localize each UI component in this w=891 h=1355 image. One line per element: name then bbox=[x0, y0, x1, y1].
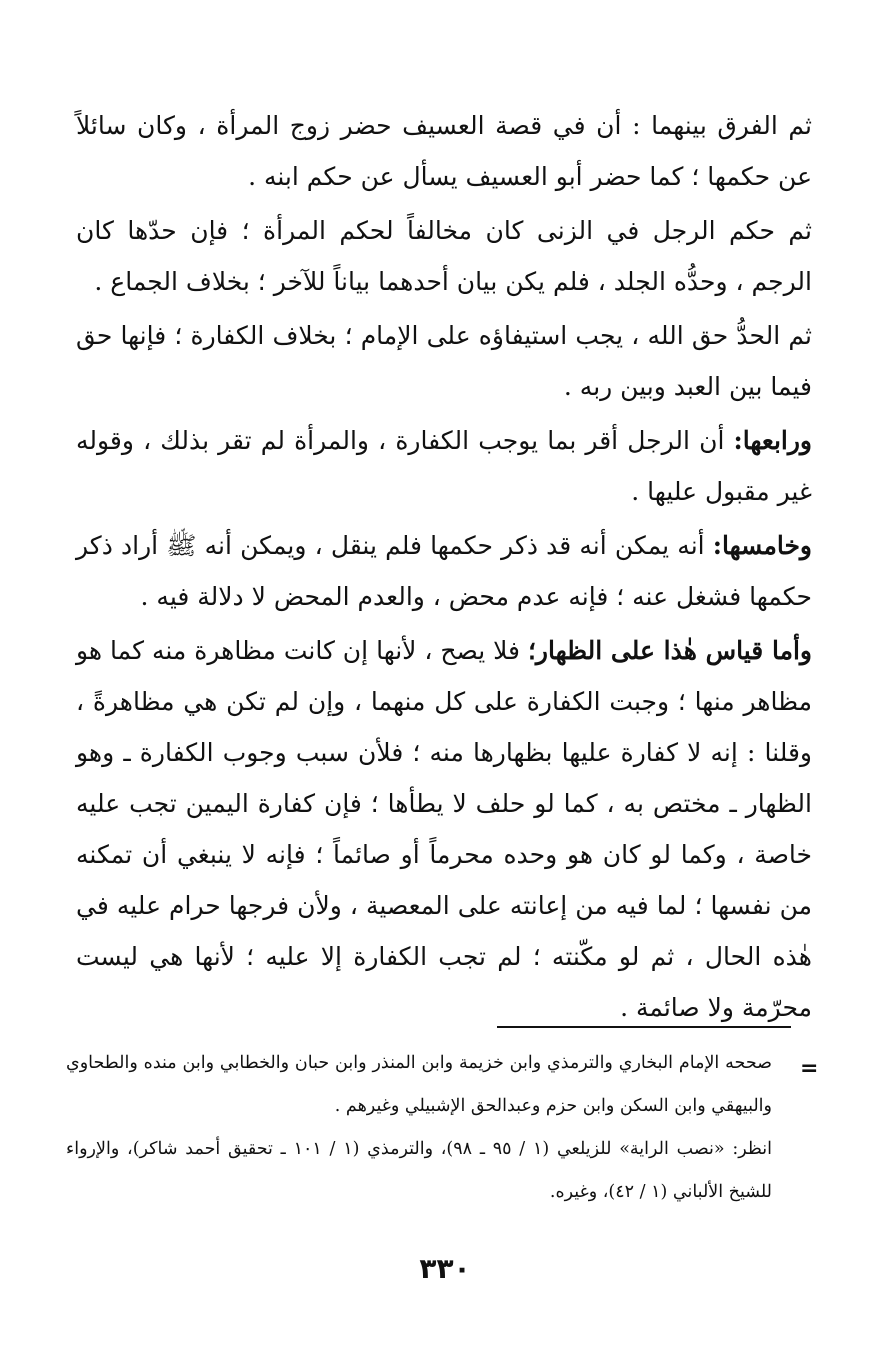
paragraph-4 bbox=[76, 415, 812, 517]
paragraph-lead: وخامسها: bbox=[712, 531, 812, 560]
paragraph-text: ثم حكم الرجل في الزنى كان مخالفاً لحكم المرأة ؛ فإن حدّها كان الرجم ، وحدُّه الجلد ، فلم يكن بيان أحدهما بياناً للآخر ؛ بخلاف الجماع . bbox=[76, 216, 812, 296]
paragraph-text: فلا يصح ، لأنها إن كانت مظاهرة منه كما هو مظاهر منها ؛ وجبت الكفارة على كل منهما ، وإن لم تكن هي مظاهرةً ، وقلنا : إنه لا كفارة عليها بظهارها منه ؛ فلأن سبب وجوب الكفارة ـ وهو الظهار ـ مختص به ، كما لو حلف لا يطأها ؛ فإن كفارة اليمين تجب عليه خاصة ، وكما لو كان هو وحده محرماً أو صائماً ؛ فإنه لا ينبغي أن تمكنه من نفسها ؛ لما فيه من إعانته على المعصية ، ولأن فرجها حرام عليه في هٰذه الحال ، ثم لو مكّنته ؛ لم تجب الكفارة إلا عليه ؛ لأنها هي ليست محرّمة ولا صائمة . bbox=[76, 636, 812, 1022]
main-text-block bbox=[76, 100, 812, 1036]
paragraph-text: أن الرجل أقر بما يوجب الكفارة ، والمرأة لم تقر بذلك ، وقوله غير مقبول عليها . bbox=[76, 426, 812, 506]
paragraph-1 bbox=[76, 100, 812, 202]
footnote-text: صححه الإمام البخاري والترمذي وابن خزيمة وابن المنذر وابن حبان والخطابي وابن منده والطحاوي والبيهقي وابن السكن وابن حزم وعبدالحق الإشبيلي وغيرهم . bbox=[66, 1053, 772, 1116]
paragraph-text: أنه يمكن أنه قد ذكر حكمها فلم ينقل ، ويمكن أنه ﷺ أراد ذكر حكمها فشغل عنه ؛ فإنه عدم محض ، والعدم المحض لا دلالة فيه . bbox=[76, 531, 812, 611]
footnote-text: انظر: «نصب الراية» للزيلعي (١ / ٩٥ ـ ٩٨)، والترمذي (١ / ١٠١ ـ تحقيق أحمد شاكر)، والإرواء للشيخ الألباني (١ / ٤٢)، وغيره. bbox=[66, 1139, 772, 1202]
paragraph-3 bbox=[76, 310, 812, 412]
footnotes-block bbox=[66, 1042, 772, 1214]
paragraph-lead: وأما قياس هٰذا على الظهار؛ bbox=[527, 636, 812, 665]
paragraph-5 bbox=[76, 520, 812, 622]
footnote-separator bbox=[497, 1026, 791, 1028]
paragraph-text: ثم الفرق بينهما : أن في قصة العسيف حضر زوج المرأة ، وكان سائلاً عن حكمها ؛ كما حضر أبو العسيف يسأل عن حكم ابنه . bbox=[76, 111, 812, 191]
page-number: ٣٣٠ bbox=[419, 1252, 471, 1285]
footnote-1 bbox=[66, 1042, 772, 1128]
footnote-2 bbox=[66, 1128, 772, 1214]
footnote-continuation-mark: = bbox=[800, 1056, 819, 1081]
paragraph-lead: ورابعها: bbox=[733, 426, 812, 455]
paragraph-6 bbox=[76, 625, 812, 1033]
paragraph-text: ثم الحدُّ حق الله ، يجب استيفاؤه على الإمام ؛ بخلاف الكفارة ؛ فإنها حق فيما بين العبد وبين ربه . bbox=[76, 321, 812, 401]
paragraph-2 bbox=[76, 205, 812, 307]
